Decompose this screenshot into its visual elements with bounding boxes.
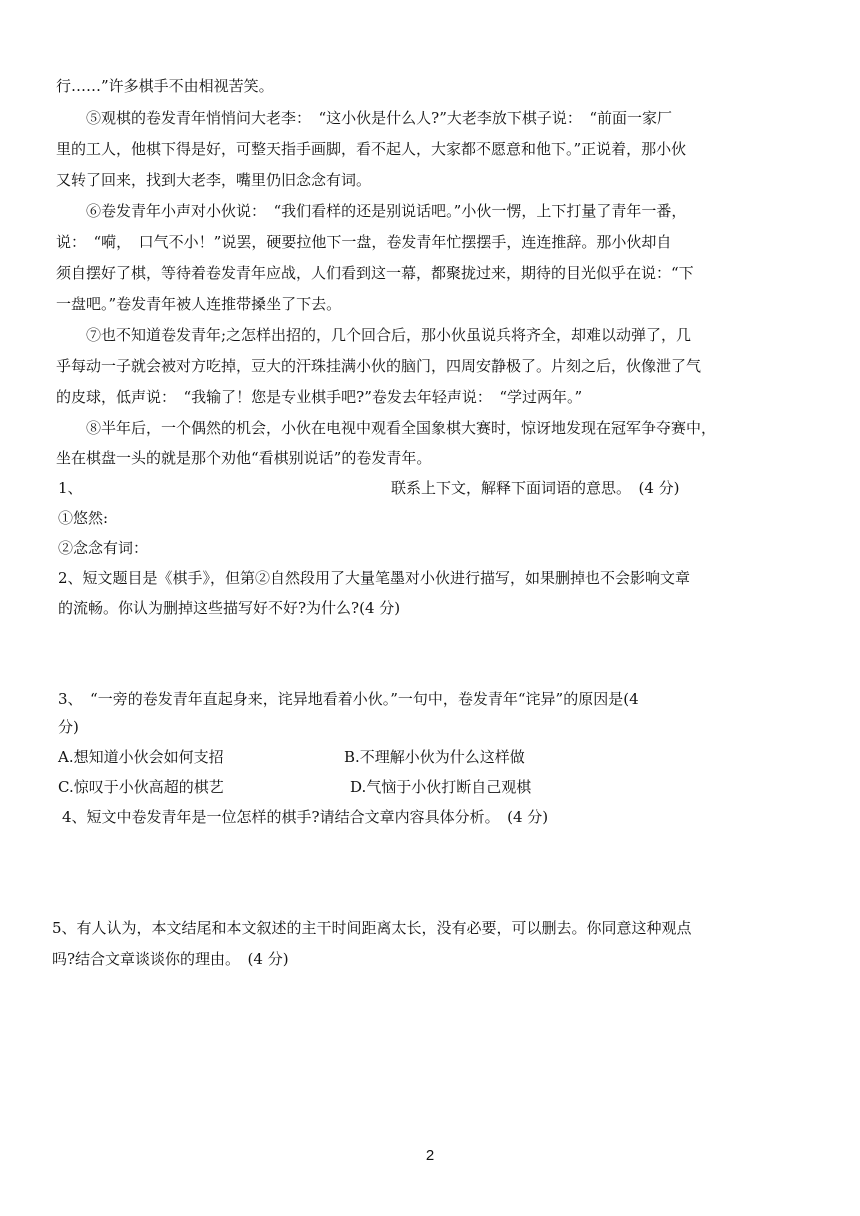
question-3-option-d: D.气恼于小伙打断自己观棋 (350, 778, 532, 796)
passage-line: 说： “嗬， 口气不小！”说罢，硬要拉他下一盘，卷发青年忙摆摆手，连连推辞。那小伙却自 (56, 233, 672, 251)
question-3-option-c: C.惊叹于小伙高超的棋艺 (58, 778, 224, 796)
question-3-option-a: A.想知道小伙会如何支招 (58, 748, 224, 766)
paragraph-7-line: ⑦也不知道卷发青年;之怎样出招的，几个回合后，那小伙虽说兵将齐全，却难以动弹了，几 (86, 326, 692, 344)
question-3-option-b: B.不理解小伙为什么这样做 (344, 748, 525, 766)
question-3-line: 分) (58, 718, 79, 736)
paragraph-5-line: ⑤观棋的卷发青年悄悄问大老李： “这小伙是什么人?”大老李放下棋子说： “前面一家厂 (86, 109, 673, 127)
passage-line: 坐在棋盘一头的就是那个劝他“看棋别说话”的卷发青年。 (56, 449, 432, 467)
question-1-item: ②念念有词： (58, 539, 149, 557)
question-1-number: 1、 (58, 479, 83, 497)
passage-line: 的皮球，低声说： “我输了！您是专业棋手吧?”卷发去年轻声说： “学过两年。” (56, 388, 583, 406)
question-2-line: 2、短文题目是《棋手》，但第②自然段用了大量笔墨对小伙进行描写，如果删掉也不会影响文章 (58, 569, 691, 587)
question-1-text: 联系上下文，解释下面词语的意思。 (4 分) (391, 479, 680, 497)
question-2-line: 的流畅。你认为删掉这些描写好不好?为什么?(4 分) (58, 599, 401, 617)
passage-line: 乎每动一子就会被对方吃掉，豆大的汗珠挂满小伙的脑门，四周安静极了。片刻之后，伙像泄了气 (56, 357, 702, 375)
passage-line: 里的工人，他棋下得是好，可整天指手画脚，看不起人，大家都不愿意和他下。”正说着，那小伙 (56, 140, 687, 158)
passage-line: 一盘吧。”卷发青年被人连推带搡坐了下去。 (56, 295, 342, 313)
passage-line: 行……”许多棋手不由相视苦笑。 (56, 77, 274, 95)
passage-line: 须自摆好了棋，等待着卷发青年应战，人们看到这一幕，都聚拢过来，期待的目光似乎在说：“下 (56, 264, 694, 282)
question-1-item: ①悠然: (58, 509, 109, 527)
page-number: 2 (425, 1147, 435, 1164)
paragraph-6-line: ⑥卷发青年小声对小伙说： “我们看样的还是别说话吧。”小伙一愣，上下打量了青年一番， (86, 202, 687, 220)
question-5-line: 5、有人认为，本文结尾和本文叙述的主干时间距离太长，没有必要，可以删去。你同意这种观点 (52, 919, 692, 937)
question-4-text: 4、短文中卷发青年是一位怎样的棋手?请结合文章内容具体分析。 (4 分) (62, 808, 549, 826)
passage-line: 又转了回来，找到大老李，嘴里仍旧念念有词。 (56, 171, 372, 189)
question-3-line: 3、 “一旁的卷发青年直起身来，诧异地看着小伙。”一句中，卷发青年“诧异”的原因是(4 (58, 690, 639, 708)
paragraph-8-line: ⑧半年后，一个偶然的机会，小伙在电视中观看全国象棋大赛时，惊讶地发现在冠军争夺赛中， (86, 419, 717, 437)
question-5-line: 吗?结合文章谈谈你的理由。 (4 分) (52, 950, 289, 968)
